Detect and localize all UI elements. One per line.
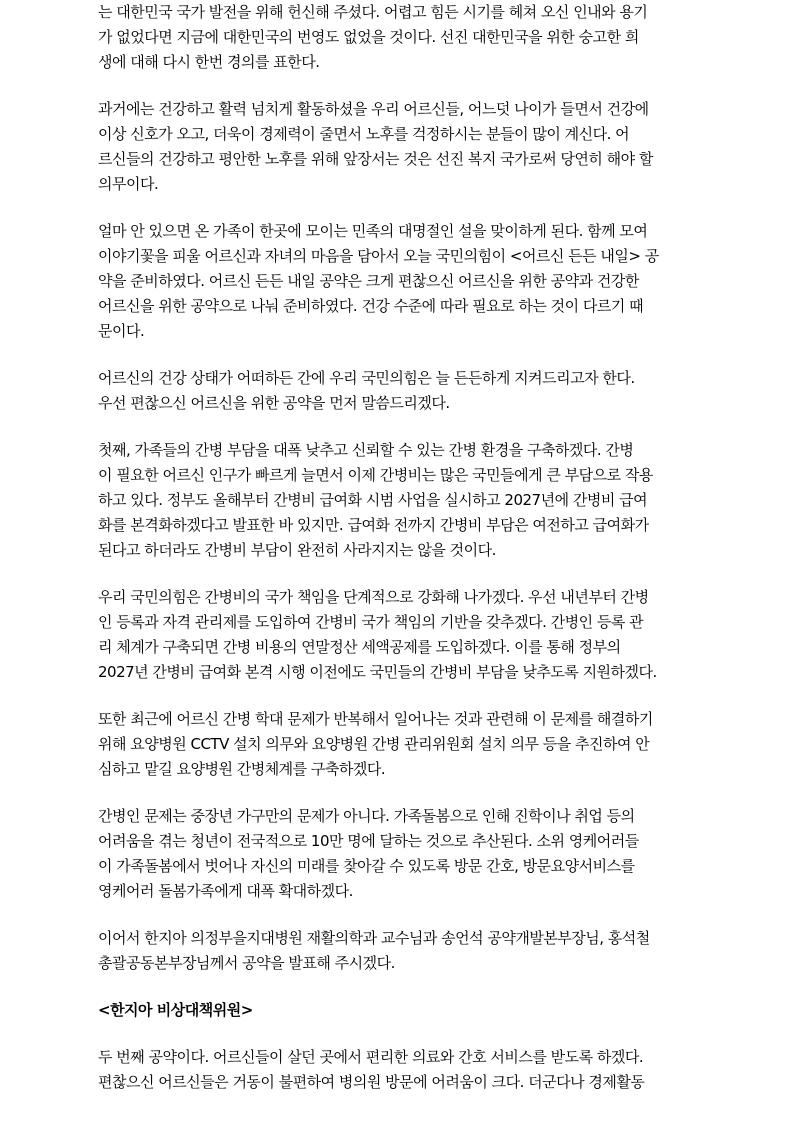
- text-line: 생에 대해 다시 한번 경의를 표한다.: [98, 53, 320, 71]
- paragraph-7: [98, 707, 698, 782]
- text-line: 또한 최근에 어르신 간병 학대 문제가 반복해서 일어나는 것과 관련해 이 문제를 해결하기: [98, 710, 653, 728]
- text-line: 하고 있다. 정부도 올해부터 간병비 급여화 시범 사업을 실시하고 2027년에 간병비 급여: [98, 491, 648, 509]
- text-line: 르신들의 건강하고 평안한 노후를 위해 앞장서는 것은 선진 복지 국가로써 당연히 해야 할: [98, 150, 653, 168]
- document-page: [98, 0, 698, 1117]
- text-line: 이야기꽃을 피울 어르신과 자녀의 마음을 담아서 오늘 국민의힘이 <어르신 든든 내일> 공: [98, 247, 659, 265]
- text-line: 편찮으신 어르신들은 거동이 불편하여 병의원 방문에 어려움이 크다. 더군다나 경제활동: [98, 1073, 645, 1091]
- text-line: 위해 요양병원 CCTV 설치 의무와 요양병원 간병 관리위원회 설치 의무 등을 추진하여 안: [98, 735, 650, 753]
- text-line: 2027년 간병비 급여화 본격 시행 이전에도 국민들의 간병비 부담을 낮추도록 지원하겠다.: [98, 663, 657, 681]
- text-line: 과거에는 건강하고 활력 넘치게 활동하셨을 우리 어르신들, 어느덧 나이가 들면서 건강에: [98, 100, 649, 118]
- text-line: 어르신을 위한 공약으로 나눠 준비하였다. 건강 수준에 따라 필요로 하는 것이 다르기 때: [98, 297, 644, 315]
- text-line: 된다고 하더라도 간병비 부담이 완전히 사라지지는 않을 것이다.: [98, 541, 496, 559]
- text-line: 인 등록과 자격 관리제를 도입하여 간병비 국가 책임의 기반을 갖추겠다. 간병인 등록 관: [98, 613, 644, 631]
- text-line: 두 번째 공약이다. 어르신들이 살던 곳에서 편리한 의료와 간호 서비스를 받도록 하겠다.: [98, 1048, 644, 1066]
- text-line: 이어서 한지아 의정부을지대병원 재활의학과 교수님과 송언석 공약개발본부장님, 홍석철: [98, 929, 650, 947]
- text-line: 가 없었다면 지금에 대한민국의 번영도 없었을 것이다. 선진 대한민국을 위한 숭고한 희: [98, 28, 639, 46]
- text-line: 우선 편찮으신 어르신을 위한 공약을 먼저 말씀드리겠다.: [98, 394, 450, 412]
- text-line: 심하고 맡길 요양병원 간병체계를 구축하겠다.: [98, 760, 386, 778]
- paragraph-8: [98, 804, 698, 904]
- text-line: 총괄공동본부장님께서 공약을 발표해 주시겠다.: [98, 954, 395, 972]
- speaker-heading: <한지아 비상대책위원>: [98, 1001, 253, 1019]
- text-line: 간병인 문제는 중장년 가구만의 문제가 아니다. 가족돌봄으로 인해 진학이나 취업 등의: [98, 807, 635, 825]
- paragraph-3: [98, 219, 698, 344]
- text-line: 문이다.: [98, 322, 145, 340]
- paragraph-1: [98, 0, 698, 75]
- paragraph-5: [98, 438, 698, 563]
- paragraph-closing: [98, 1045, 698, 1095]
- text-line: 화를 본격화하겠다고 발표한 바 있지만. 급여화 전까지 간병비 부담은 여전하고 급여화가: [98, 516, 649, 534]
- text-line: 영케어러 돌봄가족에게 대폭 확대하겠다.: [98, 882, 353, 900]
- paragraph-6: [98, 585, 698, 685]
- text-line: 첫째, 가족들의 간병 부담을 대폭 낮추고 신뢰할 수 있는 간병 환경을 구축하겠다. 간병: [98, 441, 634, 459]
- text-line: 의무이다.: [98, 175, 159, 193]
- text-line: 우리 국민의힘은 간병비의 국가 책임을 단계적으로 강화해 나가겠다. 우선 내년부터 간병: [98, 588, 649, 606]
- text-line: 약을 준비하였다. 어르신 든든 내일 공약은 크게 편찮으신 어르신을 위한 공약과 건강한: [98, 272, 639, 290]
- text-line: 이 필요한 어르신 인구가 빠르게 늘면서 이제 간병비는 많은 국민들에게 큰 부담으로 작용: [98, 466, 653, 484]
- text-line: 이 가족돌봄에서 벗어나 자신의 미래를 찾아갈 수 있도록 방문 간호, 방문요양서비스를: [98, 857, 635, 875]
- text-line: 는 대한민국 국가 발전을 위해 헌신해 주셨다. 어렵고 힘든 시기를 헤쳐 오신 인내와 용기: [98, 3, 648, 21]
- text-line: 어르신의 건강 상태가 어떠하든 간에 우리 국민의힘은 늘 든든하게 지켜드리고자 한다.: [98, 369, 635, 387]
- text-line: 이상 신호가 오고, 더욱이 경제력이 줄면서 노후를 걱정하시는 분들이 많이 계신다. 어: [98, 125, 630, 143]
- paragraph-2: [98, 97, 698, 197]
- paragraph-9: [98, 926, 698, 976]
- paragraph-4: [98, 366, 698, 416]
- text-line: 어려움을 겪는 청년이 전국적으로 10만 명에 달하는 것으로 추산된다. 소위 영케어러들: [98, 832, 639, 850]
- text-line: 얼마 안 있으면 온 가족이 한곳에 모이는 민족의 대명절인 설을 맞이하게 된다. 함께 모여: [98, 222, 648, 240]
- text-line: 리 체계가 구축되면 간병 비용의 연말정산 세액공제를 도입하겠다. 이를 통해 정부의: [98, 638, 621, 656]
